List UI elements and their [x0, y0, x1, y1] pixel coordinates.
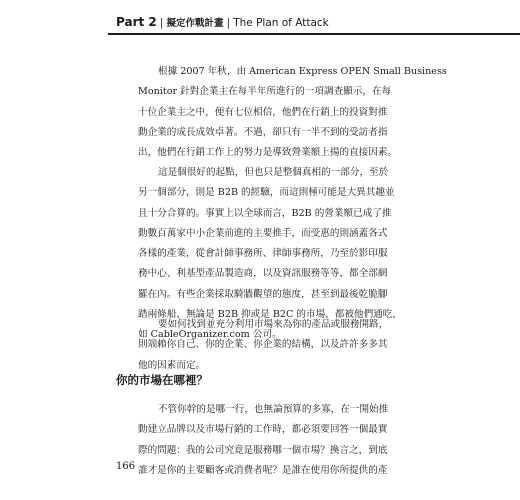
- header-section-zh: 擬定作戰計畫: [166, 18, 224, 29]
- text-line: 各樣的產業，從會計師事務所、律師事務所，乃至於影印服: [138, 248, 388, 260]
- text-line: 動數百萬家中小企業前進的主要推手，而受惠的則涵蓋各式: [138, 227, 388, 239]
- paragraph-4: [138, 400, 394, 481]
- text-line: 另一個部分，則是 B2B 的經驗，而這則極可能是大異其趣並: [138, 187, 395, 199]
- running-header: [0, 13, 520, 35]
- text-line: 他的因素而定。: [138, 359, 206, 371]
- header-part: Part 2: [116, 15, 157, 29]
- text-line: 動企業的成長成效卓著。不過，卻只有一半不到的受訪者指: [138, 126, 388, 138]
- text-line: 出，他們在行銷工作上的努力是導致營業額上揚的直接因素。: [138, 147, 398, 159]
- text-line: 際的問題：我的公司究竟是服務哪一個市場？換言之，到底: [138, 444, 388, 456]
- text-line: 十位企業主之中，便有七位相信，他們在行銷上的投資對推: [138, 106, 388, 118]
- text-line: 根據 2007 年秋，由 American Express OPEN Small Business: [158, 66, 447, 77]
- paragraph-1: [138, 62, 447, 163]
- text-line: 羅在內。有些企業採取騎牆觀望的態度，甚至到最後乾脆腳: [138, 288, 388, 300]
- header-separator: |: [226, 16, 231, 29]
- header-text: [116, 15, 329, 31]
- page-number: 166: [116, 461, 136, 472]
- text-line: 誰才是你的主要顧客或消費者呢？是誰在使用你所提供的產: [138, 464, 388, 476]
- text-line: 踏兩條船，無論是 B2B 抑或是 B2C 的市場，都被他們通吃，: [138, 309, 402, 321]
- header-rule: [108, 33, 520, 35]
- text-line: 則端賴你自己、你的企業、你企業的結構，以及許許多多其: [138, 339, 388, 351]
- text-line: 不管你幹的是哪一行，也無論預算的多寡，在一開始推: [158, 404, 389, 415]
- text-line: 要如何找到並充分利用市場來為你的產品或服務開路，: [158, 319, 389, 330]
- section-heading: 你的市場在哪裡？: [116, 373, 208, 387]
- header-separator: |: [159, 16, 164, 29]
- text-line: 這是個很好的起點，但也只是整個真相的一部分，至於: [158, 167, 389, 178]
- text-line: Monitor 針對企業主在每半年所進行的一項調查顯示，在每: [138, 86, 392, 98]
- text-line: 動建立品牌以及市場行銷的工作時，都必須要回答一個最實: [138, 424, 388, 436]
- text-line: 務中心、利基型產品製造商，以及資訊服務等等，都全部網: [138, 268, 388, 280]
- text-line: 如 CableOrganizer.com 公司。: [138, 329, 282, 341]
- paragraph-3: [138, 315, 394, 376]
- header-section-en: The Plan of Attack: [233, 17, 329, 29]
- text-line: 且十分合算的。事實上以全球而言，B2B 的營業額已成了推: [138, 207, 392, 219]
